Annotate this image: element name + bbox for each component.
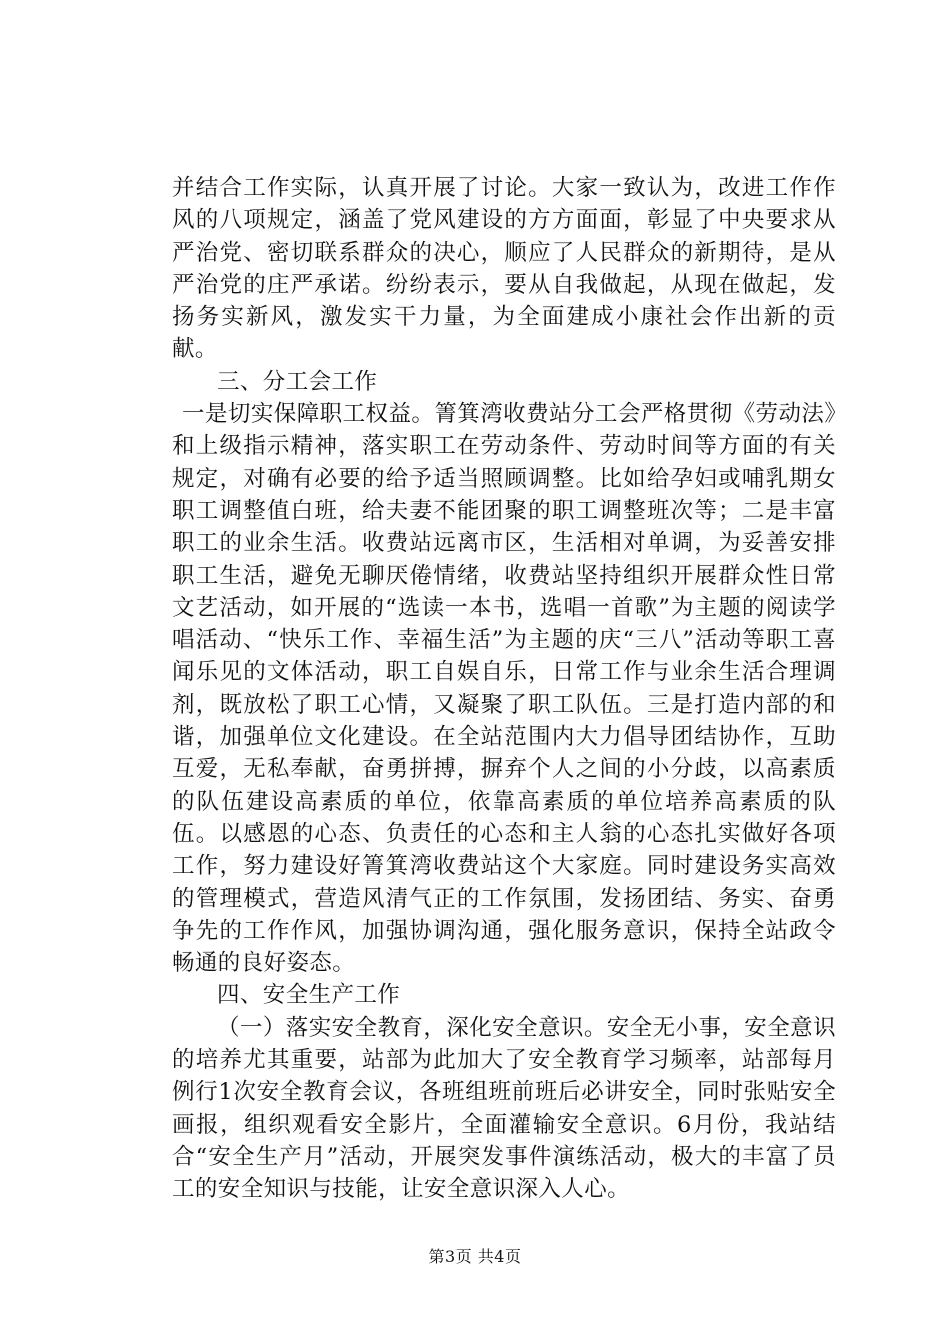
document-body [172,172,836,1206]
section-heading-safety-work: 四、安全生产工作 [217,982,401,1009]
section-heading-union-work: 三、分工会工作 [217,368,378,395]
paragraph-safety-education: （一）落实安全教育，深化安全意识。安全无小事，安全意识的培养尤其重要，站部为此加大了安全教育学习频率，站部每月例行1次安全教育会议，各班组班前班后必讲安全，同时张贴安全画报，组织观看安全影片，全面灌输安全意识。6月份，我站结合“安全生产月”活动，开展突发事件演练活动，极大的丰富了员工的安全知识与技能，让安全意识深入人心。 [172,1014,836,1203]
paragraph-union-work: 一是切实保障职工权益。箐箕湾收费站分工会严格贯彻《劳动法》和上级指示精神，落实职工在劳动条件、劳动时间等方面的有关规定，对确有必要的给予适当照顾调整。比如给孕妇或哺乳期女职工调整值白班，给夫妻不能团聚的职工调整班次等；二是丰富职工的业余生活。收费站远离市区，生活相对单调，为妥善安排职工生活，避免无聊厌倦情绪，收费站坚持组织开展群众性日常文艺活动，如开展的“选读一本书，选唱一首歌”为主题的阅读学唱活动、“快乐工作、幸福生活”为主题的庆“三八”活动等职工喜闻乐见的文体活动，职工自娱自乐，日常工作与业余生活合理调剂，既放松了职工心情，又凝聚了职工队伍。三是打造内部的和谐，加强单位文化建设。在全站范围内大力倡导团结协作，互助互爱，无私奉献，奋勇拼搏，摒弃个人之间的小分歧，以高素质的队伍建设高素质的单位，依靠高素质的单位培养高素质的队伍。以感恩的心态、负责任的心态和主人翁的心态扎实做好各项工作，努力建设好箐箕湾收费站这个大家庭。同时建设务实高效的管理模式，营造风清气正的工作氛围，发扬团结、务实、奋勇争先的工作作风，加强协调沟通，强化服务意识，保持全站政令畅通的良好姿态。 [172,401,836,977]
paragraph-discussion: 并结合工作实际，认真开展了讨论。大家一致认为，改进工作作风的八项规定，涵盖了党风建设的方方面面，彰显了中央要求从严治党、密切联系群众的决心，顺应了人民群众的新期待，是从严治党的庄严承诺。纷纷表示，要从自我做起，从现在做起，发扬务实新风，激发实干力量，为全面建成小康社会作出新的贡献。 [172,175,836,363]
page-number-footer: 第3页 共4页 [428,1247,522,1266]
